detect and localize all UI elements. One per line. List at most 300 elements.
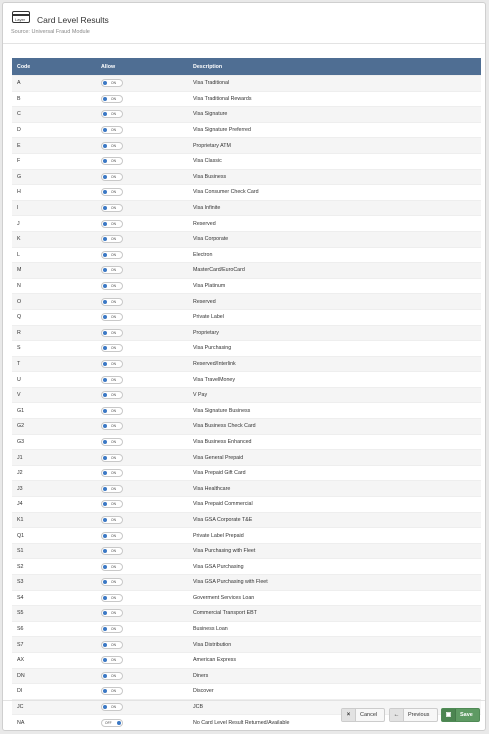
description-cell: Visa GSA Purchasing with Fleet [188, 575, 481, 591]
allow-toggle[interactable] [101, 157, 123, 165]
allow-cell [96, 341, 188, 357]
description-cell: Visa Consumer Check Card [188, 185, 481, 201]
toggle-state-label: ON [111, 689, 116, 694]
table-row [12, 153, 481, 169]
allow-cell [96, 621, 188, 637]
allow-toggle[interactable] [101, 329, 123, 337]
table-row [12, 91, 481, 107]
allow-toggle[interactable] [101, 204, 123, 212]
toggle-state-label: ON [111, 252, 116, 257]
code-cell: N [12, 278, 96, 294]
toggle-state-label: ON [111, 81, 116, 86]
cancel-button-label: Cancel [360, 712, 378, 718]
toggle-state-label: ON [111, 361, 116, 366]
code-cell: V [12, 387, 96, 403]
description-cell: Visa GSA Corporate T&E [188, 512, 481, 528]
allow-cell [96, 559, 188, 575]
allow-toggle[interactable] [101, 95, 123, 103]
allow-cell [96, 387, 188, 403]
toggle-state-label: ON [111, 159, 116, 164]
code-cell: G2 [12, 419, 96, 435]
allow-toggle[interactable] [101, 220, 123, 228]
allow-cell [96, 652, 188, 668]
toggle-state-label: ON [111, 315, 116, 320]
toggle-knob [103, 502, 107, 506]
code-cell: R [12, 325, 96, 341]
toggle-knob [103, 424, 107, 428]
allow-toggle[interactable] [101, 142, 123, 150]
arrow-left-icon: ← [390, 709, 404, 721]
allow-toggle[interactable] [101, 313, 123, 321]
description-cell: V Pay [188, 387, 481, 403]
toggle-state-label: ON [111, 580, 116, 585]
description-cell: Visa Prepaid Commercial [188, 497, 481, 513]
allow-cell [96, 278, 188, 294]
allow-cell [96, 590, 188, 606]
table-row [12, 543, 481, 559]
description-cell: Proprietary ATM [188, 138, 481, 154]
code-cell: L [12, 247, 96, 263]
toggle-state-label: ON [111, 377, 116, 382]
toggle-knob [103, 565, 107, 569]
allow-cell [96, 356, 188, 372]
code-cell: J4 [12, 497, 96, 513]
allow-cell [96, 512, 188, 528]
code-cell: DI [12, 684, 96, 700]
toggle-knob [103, 128, 107, 132]
dialog-header [3, 3, 485, 44]
description-cell: Business Loan [188, 621, 481, 637]
toggle-state-label: OFF [105, 720, 112, 725]
allow-toggle[interactable] [101, 298, 123, 306]
toggle-knob [103, 112, 107, 116]
description-cell: Visa Healthcare [188, 481, 481, 497]
toggle-knob [103, 549, 107, 553]
code-cell: S3 [12, 575, 96, 591]
card-level-table [12, 58, 481, 730]
table-row [12, 637, 481, 653]
table-row [12, 107, 481, 123]
column-header-code: Code [12, 58, 96, 76]
allow-toggle[interactable] [101, 469, 123, 477]
code-cell: B [12, 91, 96, 107]
table-row [12, 185, 481, 201]
allow-toggle[interactable] [101, 547, 123, 555]
code-cell: S2 [12, 559, 96, 575]
description-cell: Diners [188, 668, 481, 684]
table-row [12, 263, 481, 279]
description-cell: Visa Purchasing [188, 341, 481, 357]
toggle-state-label: ON [111, 642, 116, 647]
previous-button[interactable] [389, 708, 438, 722]
allow-cell [96, 122, 188, 138]
column-header-allow: Allow [96, 58, 188, 76]
allow-toggle[interactable] [101, 391, 123, 399]
allow-cell [96, 76, 188, 92]
toggle-state-label: ON [111, 112, 116, 117]
toggle-state-label: ON [111, 471, 116, 476]
allow-cell [96, 403, 188, 419]
code-cell: U [12, 372, 96, 388]
description-cell: Visa Distribution [188, 637, 481, 653]
table-row [12, 559, 481, 575]
description-cell: Commercial Transport EBT [188, 606, 481, 622]
toggle-state-label: ON [111, 517, 116, 522]
close-icon: × [342, 709, 356, 721]
dialog [2, 2, 486, 731]
description-cell: Visa GSA Purchasing [188, 559, 481, 575]
table-row [12, 309, 481, 325]
allow-cell [96, 107, 188, 123]
previous-button-label: Previous [408, 712, 430, 718]
code-cell: O [12, 294, 96, 310]
allow-toggle[interactable] [101, 672, 123, 680]
save-icon: ▣ [442, 709, 456, 721]
allow-toggle[interactable] [101, 376, 123, 384]
allow-toggle[interactable] [101, 360, 123, 368]
description-cell: Visa Business [188, 169, 481, 185]
table-row [12, 434, 481, 450]
toggle-knob [103, 237, 107, 241]
description-cell: JCB [188, 699, 481, 715]
column-header-description: Description [188, 58, 481, 76]
table-row [12, 590, 481, 606]
toggle-knob [103, 175, 107, 179]
table-row [12, 169, 481, 185]
description-cell: MasterCard/EuroCard [188, 263, 481, 279]
table-row [12, 138, 481, 154]
code-cell: S4 [12, 590, 96, 606]
code-cell: S1 [12, 543, 96, 559]
table-row [12, 387, 481, 403]
toggle-state-label: ON [111, 206, 116, 211]
allow-toggle[interactable] [101, 173, 123, 181]
toggle-state-label: ON [111, 221, 116, 226]
description-cell: Private Label [188, 309, 481, 325]
toggle-state-label: ON [111, 627, 116, 632]
toggle-knob [103, 689, 107, 693]
table-row [12, 356, 481, 372]
code-cell: E [12, 138, 96, 154]
toggle-knob [103, 206, 107, 210]
allow-cell [96, 465, 188, 481]
toggle-state-label: ON [111, 299, 116, 304]
toggle-knob [103, 331, 107, 335]
table-row [12, 668, 481, 684]
allow-toggle[interactable] [101, 79, 123, 87]
code-cell: DN [12, 668, 96, 684]
toggle-state-label: ON [111, 346, 116, 351]
allow-toggle[interactable] [101, 438, 123, 446]
allow-toggle[interactable] [101, 126, 123, 134]
table-row [12, 325, 481, 341]
description-cell: Visa Traditional Rewards [188, 91, 481, 107]
credit-card-icon [12, 11, 30, 23]
description-cell: Visa Purchasing with Fleet [188, 543, 481, 559]
table-row [12, 231, 481, 247]
table-row [12, 200, 481, 216]
description-cell: Goverment Services Loan [188, 590, 481, 606]
table-row [12, 372, 481, 388]
code-cell: D [12, 122, 96, 138]
allow-cell [96, 528, 188, 544]
allow-cell [96, 138, 188, 154]
toggle-knob [103, 362, 107, 366]
table-row [12, 497, 481, 513]
table-row [12, 341, 481, 357]
table-row [12, 247, 481, 263]
code-cell: K [12, 231, 96, 247]
description-cell: Electron [188, 247, 481, 263]
allow-cell [96, 481, 188, 497]
table-row [12, 512, 481, 528]
allow-toggle[interactable] [101, 407, 123, 415]
toggle-knob [103, 222, 107, 226]
toggle-state-label: ON [111, 486, 116, 491]
toggle-state-label: ON [111, 658, 116, 663]
description-cell: Visa Classic [188, 153, 481, 169]
allow-cell [96, 450, 188, 466]
description-cell: Visa Corporate [188, 231, 481, 247]
toggle-knob [103, 518, 107, 522]
toggle-state-label: ON [111, 268, 116, 273]
code-cell: G3 [12, 434, 96, 450]
allow-cell [96, 434, 188, 450]
allow-toggle[interactable] [101, 422, 123, 430]
toggle-knob [103, 580, 107, 584]
toggle-knob [103, 346, 107, 350]
allow-cell [96, 153, 188, 169]
allow-cell [96, 247, 188, 263]
allow-toggle[interactable] [101, 532, 123, 540]
allow-cell [96, 294, 188, 310]
table-row [12, 419, 481, 435]
code-cell: J3 [12, 481, 96, 497]
toggle-state-label: ON [111, 174, 116, 179]
description-cell: Visa Signature Preferred [188, 122, 481, 138]
toggle-knob [103, 144, 107, 148]
allow-toggle[interactable] [101, 485, 123, 493]
allow-toggle[interactable] [101, 454, 123, 462]
description-cell: Visa Business Enhanced [188, 434, 481, 450]
description-cell: Visa Signature [188, 107, 481, 123]
allow-toggle[interactable] [101, 516, 123, 524]
description-cell: Reserved [188, 216, 481, 232]
allow-cell [96, 575, 188, 591]
toggle-state-label: ON [111, 424, 116, 429]
table-row [12, 575, 481, 591]
description-cell: Visa Prepaid Gift Card [188, 465, 481, 481]
table-row [12, 465, 481, 481]
toggle-state-label: ON [111, 611, 116, 616]
toggle-knob [103, 487, 107, 491]
allow-toggle[interactable] [101, 235, 123, 243]
allow-toggle[interactable] [101, 282, 123, 290]
toggle-state-label: ON [111, 190, 116, 195]
page-subtitle: Source: Universal Fraud Module [11, 29, 90, 35]
allow-toggle[interactable] [101, 625, 123, 633]
code-cell: M [12, 263, 96, 279]
code-cell: T [12, 356, 96, 372]
toggle-state-label: ON [111, 284, 116, 289]
allow-cell [96, 684, 188, 700]
allow-toggle[interactable] [101, 500, 123, 508]
cancel-button[interactable] [341, 708, 385, 722]
code-cell: J2 [12, 465, 96, 481]
allow-cell [96, 637, 188, 653]
table-row [12, 76, 481, 92]
toggle-knob [103, 643, 107, 647]
toggle-state-label: ON [111, 393, 116, 398]
code-cell: S [12, 341, 96, 357]
code-cell: J [12, 216, 96, 232]
toggle-state-label: ON [111, 549, 116, 554]
table-row [12, 122, 481, 138]
toggle-state-label: ON [111, 408, 116, 413]
toggle-knob [103, 315, 107, 319]
allow-cell [96, 185, 188, 201]
table-row [12, 481, 481, 497]
allow-cell [96, 216, 188, 232]
toggle-knob [103, 658, 107, 662]
allow-toggle[interactable] [101, 251, 123, 259]
description-cell: Visa Infinite [188, 200, 481, 216]
toggle-knob [103, 456, 107, 460]
toggle-state-label: ON [111, 439, 116, 444]
code-cell: Q [12, 309, 96, 325]
table-row [12, 606, 481, 622]
code-cell: NA [12, 715, 96, 730]
toggle-knob [103, 268, 107, 272]
save-button-label: Save [460, 712, 473, 718]
allow-toggle[interactable] [101, 641, 123, 649]
allow-toggle[interactable] [101, 266, 123, 274]
toggle-state-label: ON [111, 96, 116, 101]
table-row [12, 528, 481, 544]
toggle-knob [103, 534, 107, 538]
code-cell: JC [12, 699, 96, 715]
description-cell: Private Label Prepaid [188, 528, 481, 544]
toggle-state-label: ON [111, 673, 116, 678]
toggle-knob [103, 159, 107, 163]
allow-toggle[interactable] [101, 578, 123, 586]
table-body [12, 76, 481, 730]
code-cell: G [12, 169, 96, 185]
code-cell: I [12, 200, 96, 216]
allow-toggle[interactable] [101, 188, 123, 196]
allow-cell [96, 231, 188, 247]
code-cell: Q1 [12, 528, 96, 544]
table-row [12, 450, 481, 466]
toggle-knob [103, 253, 107, 257]
toggle-state-label: ON [111, 143, 116, 148]
code-cell: C [12, 107, 96, 123]
table-row [12, 403, 481, 419]
code-cell: H [12, 185, 96, 201]
toggle-state-label: ON [111, 502, 116, 507]
allow-cell [96, 263, 188, 279]
allow-toggle[interactable] [101, 344, 123, 352]
toggle-state-label: ON [111, 237, 116, 242]
toggle-knob [103, 440, 107, 444]
toggle-knob [103, 409, 107, 413]
allow-toggle[interactable] [101, 563, 123, 571]
toggle-knob [103, 284, 107, 288]
allow-cell [96, 309, 188, 325]
toggle-knob [103, 471, 107, 475]
code-cell: S7 [12, 637, 96, 653]
allow-cell [96, 606, 188, 622]
allow-cell [96, 325, 188, 341]
code-cell: S5 [12, 606, 96, 622]
toggle-state-label: ON [111, 564, 116, 569]
code-cell: A [12, 76, 96, 92]
code-cell: F [12, 153, 96, 169]
allow-cell [96, 668, 188, 684]
description-cell: Visa General Prepaid [188, 450, 481, 466]
description-cell: Visa Platinum [188, 278, 481, 294]
table-row [12, 652, 481, 668]
table-row [12, 621, 481, 637]
allow-cell [96, 419, 188, 435]
toggle-knob [103, 611, 107, 615]
allow-toggle[interactable] [101, 687, 123, 695]
description-cell: Reserved/Interlink [188, 356, 481, 372]
toggle-knob [103, 596, 107, 600]
code-cell: AX [12, 652, 96, 668]
description-cell: American Express [188, 652, 481, 668]
table-row [12, 216, 481, 232]
toggle-knob [103, 97, 107, 101]
table-row [12, 294, 481, 310]
description-cell: Visa Business Check Card [188, 419, 481, 435]
toggle-knob [103, 300, 107, 304]
code-cell: K1 [12, 512, 96, 528]
table-header [12, 58, 481, 76]
toggle-knob [103, 81, 107, 85]
description-cell: Discover [188, 684, 481, 700]
save-button[interactable] [441, 708, 480, 722]
allow-toggle[interactable] [101, 110, 123, 118]
toggle-state-label: ON [111, 455, 116, 460]
toggle-state-label: ON [111, 705, 116, 710]
toggle-knob [103, 393, 107, 397]
allow-cell [96, 372, 188, 388]
allow-toggle[interactable] [101, 656, 123, 664]
description-cell: Visa TravelMoney [188, 372, 481, 388]
toggle-knob [103, 378, 107, 382]
table-row [12, 278, 481, 294]
toggle-knob [103, 627, 107, 631]
allow-toggle[interactable] [101, 609, 123, 617]
description-cell: No Card Level Result Returned/Available [188, 715, 481, 730]
allow-toggle[interactable] [101, 594, 123, 602]
allow-cell [96, 169, 188, 185]
code-cell: G1 [12, 403, 96, 419]
toggle-knob [103, 190, 107, 194]
toggle-state-label: ON [111, 330, 116, 335]
page-title: Card Level Results [37, 15, 109, 25]
code-cell: S6 [12, 621, 96, 637]
description-cell: Visa Traditional [188, 76, 481, 92]
allow-cell [96, 91, 188, 107]
table-row [12, 684, 481, 700]
allow-cell [96, 200, 188, 216]
toggle-state-label: ON [111, 128, 116, 133]
description-cell: Proprietary [188, 325, 481, 341]
toggle-state-label: ON [111, 533, 116, 538]
toggle-knob [103, 674, 107, 678]
